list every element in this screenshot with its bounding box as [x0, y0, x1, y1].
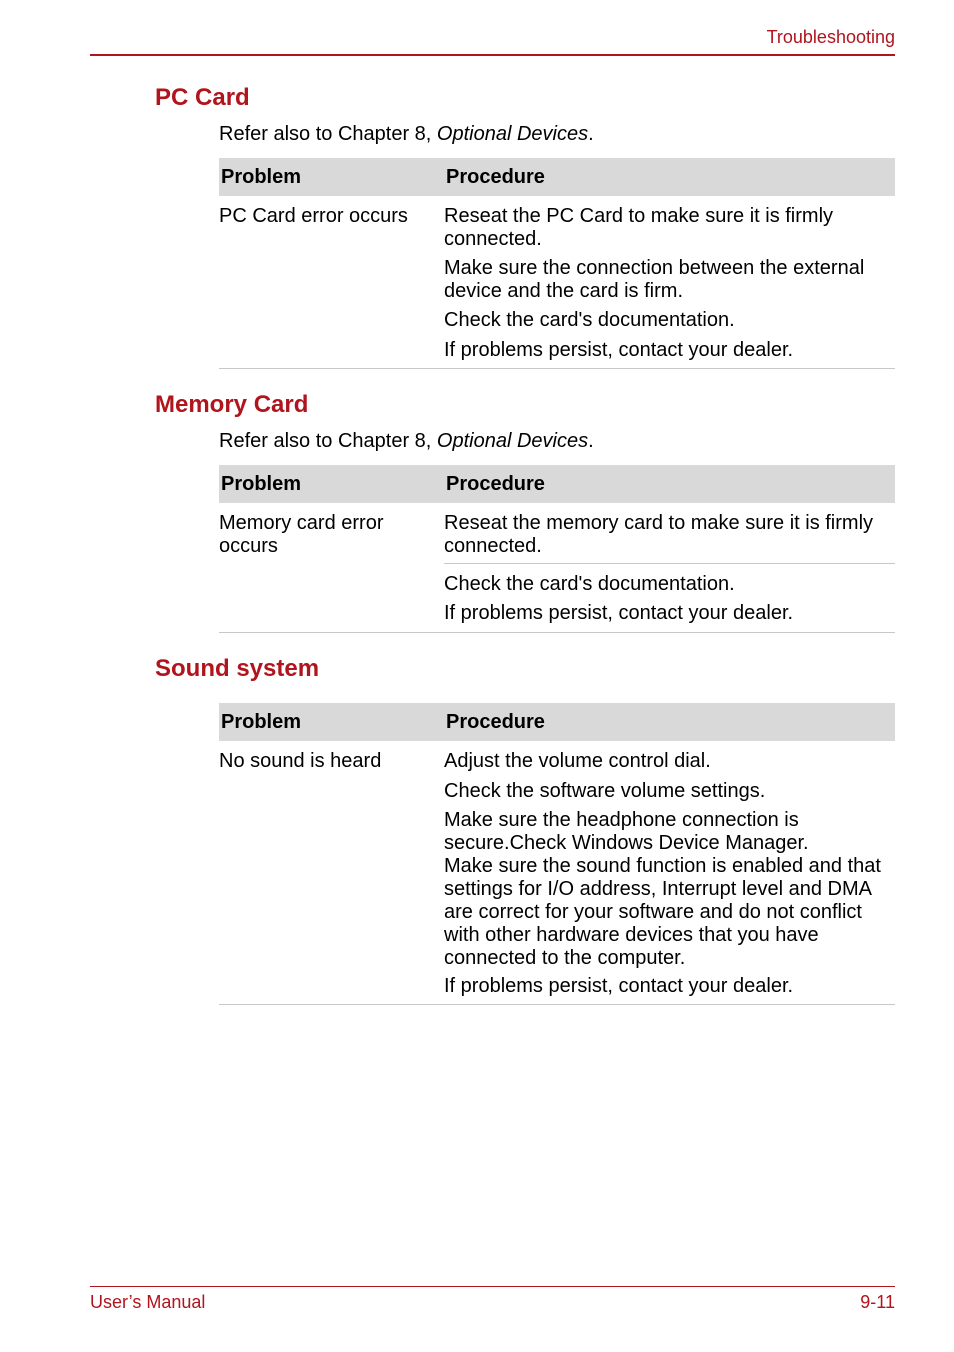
- intro-text: Refer also to Chapter 8,: [219, 123, 437, 145]
- table-header: [219, 158, 895, 196]
- column-header-procedure: Procedure: [446, 166, 545, 188]
- problem-cell: Memory card error occurs: [219, 512, 384, 557]
- procedure-step: Reseat the PC Card to make sure it is firmly connected.: [444, 205, 834, 250]
- procedure-step: If problems persist, contact your dealer.: [444, 339, 794, 361]
- procedure-step: Check the card's documentation.: [444, 573, 735, 595]
- column-header-procedure: Procedure: [446, 711, 545, 733]
- column-header-problem: Problem: [221, 473, 302, 495]
- column-header-procedure: Procedure: [446, 473, 545, 495]
- intro-text: Refer also to Chapter 8,: [219, 430, 437, 452]
- footer-rule: [90, 1286, 895, 1287]
- procedure-step: Make sure the connection between the external device and the card is firm.: [444, 257, 865, 302]
- procedure-step: If problems persist, contact your dealer.: [444, 602, 794, 624]
- table-header: [219, 465, 895, 503]
- row-divider: [444, 563, 895, 564]
- section-title-memory-card: Memory Card: [155, 391, 309, 418]
- running-header: Troubleshooting: [766, 27, 895, 47]
- procedure-step: Check the software volume settings.: [444, 780, 766, 802]
- section-title-sound-system: Sound system: [155, 655, 320, 682]
- memory-card-intro: [219, 430, 594, 453]
- table-bottom-rule: [219, 1004, 895, 1005]
- intro-reference: Optional Devices: [436, 123, 589, 145]
- pc-card-intro: [219, 123, 594, 146]
- procedure-step: If problems persist, contact your dealer.: [444, 975, 794, 997]
- intro-period: .: [588, 123, 594, 145]
- intro-reference: Optional Devices: [436, 430, 589, 452]
- column-header-problem: Problem: [221, 166, 302, 188]
- header-rule: [90, 54, 895, 56]
- table-header: [219, 703, 895, 741]
- procedure-step: Adjust the volume control dial.: [444, 750, 711, 772]
- procedure-step: Reseat the memory card to make sure it is firmly connected.: [444, 512, 874, 557]
- procedure-step: Make sure the sound function is enabled and that settings for I/O address, Interrupt level and DMA are correct for your software and do not conflict with other hardware devices that you have connected to the computer.: [444, 855, 881, 969]
- footer-manual-title: User’s Manual: [90, 1292, 206, 1312]
- column-header-problem: Problem: [221, 711, 302, 733]
- intro-period: .: [588, 430, 594, 452]
- problem-cell: PC Card error occurs: [219, 205, 408, 227]
- procedure-step: Check the card's documentation.: [444, 309, 735, 331]
- table-bottom-rule: [219, 632, 895, 633]
- section-title-pc-card: PC Card: [155, 84, 250, 111]
- table-bottom-rule: [219, 368, 895, 369]
- problem-cell: No sound is heard: [219, 750, 382, 772]
- page-number: 9-11: [860, 1292, 895, 1312]
- procedure-step: Make sure the headphone connection is secure.Check Windows Device Manager.: [444, 809, 809, 854]
